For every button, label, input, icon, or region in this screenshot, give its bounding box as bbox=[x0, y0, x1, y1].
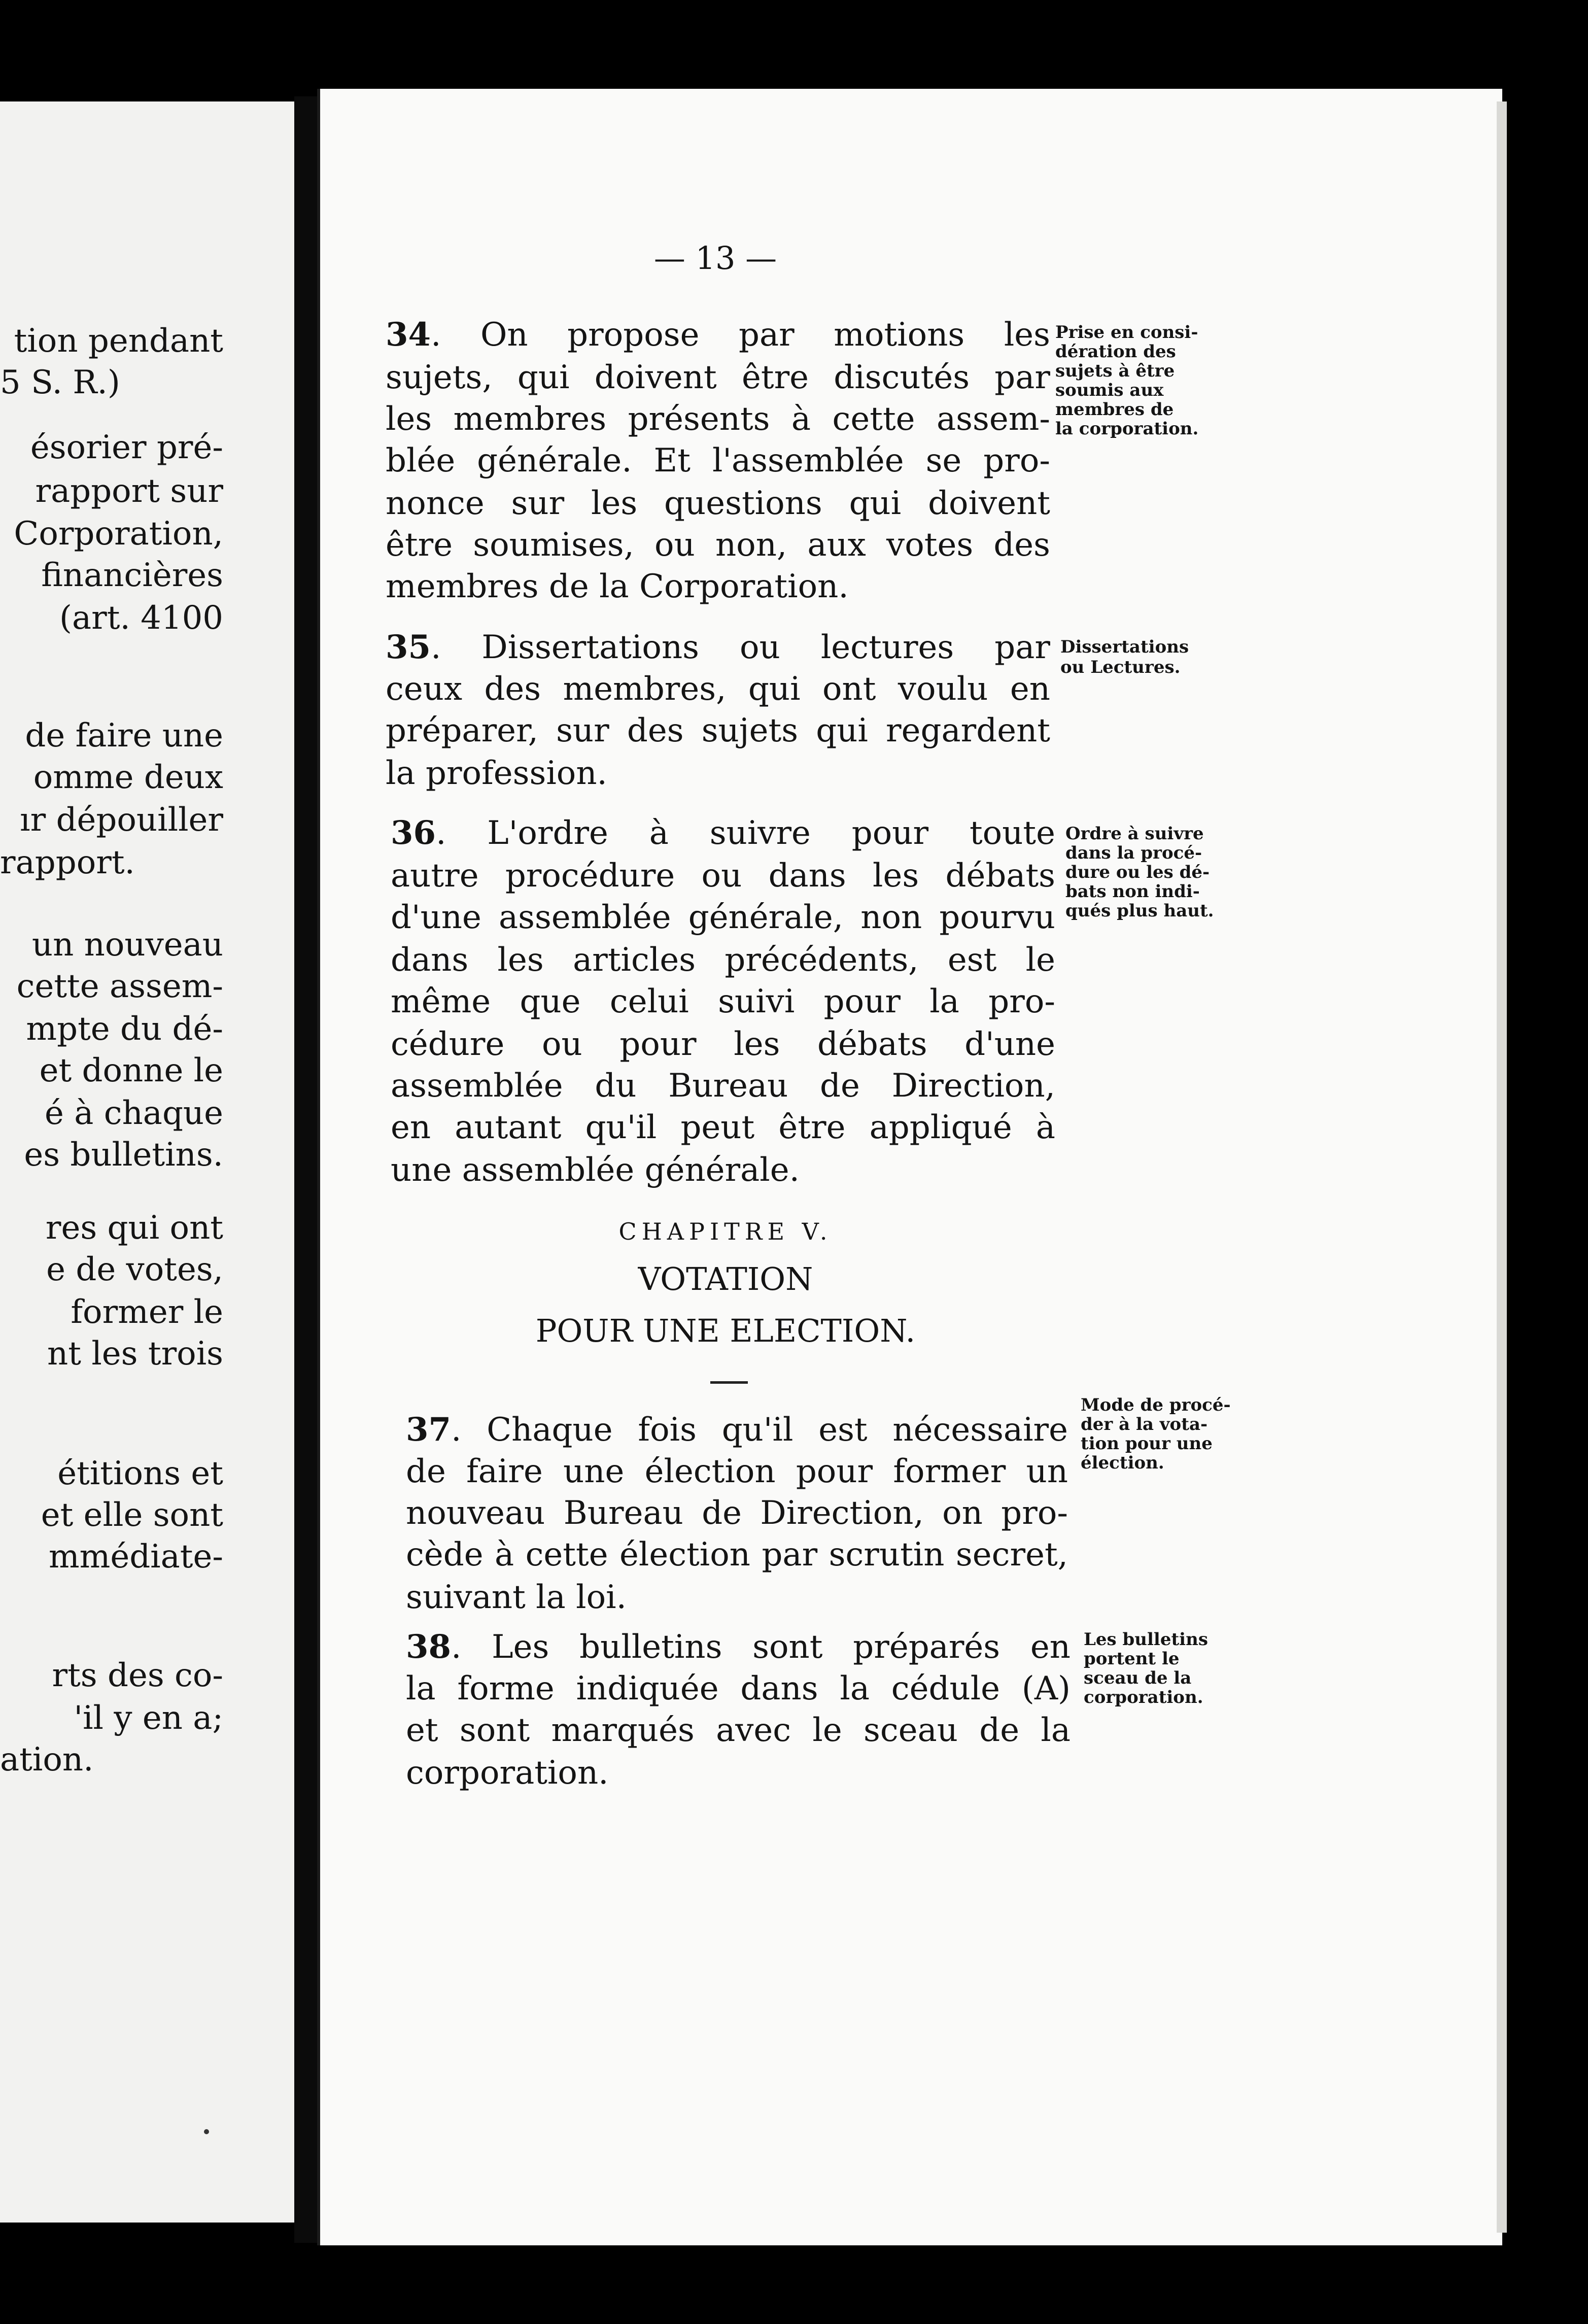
left-line: omme deux bbox=[33, 759, 223, 796]
article-line: d'une assemblée générale, non pourvu bbox=[391, 899, 1055, 936]
left-line: former le bbox=[71, 1293, 223, 1331]
article-number: 35 bbox=[386, 628, 431, 666]
ink-speck bbox=[204, 2129, 209, 2134]
left-line: de faire une bbox=[25, 717, 223, 755]
left-line: tion pendant bbox=[14, 322, 223, 360]
left-line: financières bbox=[41, 557, 223, 594]
page-number: — 13 — bbox=[653, 240, 777, 277]
article-line: assemblée du Bureau de Direction, bbox=[391, 1067, 1055, 1105]
chapter-title: VOTATION bbox=[638, 1260, 813, 1297]
article-line: cède à cette élection par scrutin secret, bbox=[406, 1536, 1068, 1574]
left-line: mpte du dé- bbox=[26, 1010, 223, 1048]
left-line: et donne le bbox=[39, 1052, 223, 1089]
article-line: nouveau Bureau de Direction, on pro- bbox=[406, 1494, 1068, 1532]
article-line: 37. Chaque fois qu'il est nécessaire bbox=[406, 1411, 1068, 1449]
left-line: étitions et bbox=[57, 1455, 223, 1492]
chapter-subtitle: POUR UNE ELECTION. bbox=[535, 1312, 916, 1349]
article-line: 36. L'ordre à suivre pour toute bbox=[391, 814, 1055, 852]
article-line: la profession. bbox=[386, 755, 607, 792]
article-line: 34. On propose par motions les bbox=[386, 316, 1050, 354]
left-line: 'il y en a; bbox=[74, 1699, 223, 1737]
article-line: 38. Les bulletins sont préparés en bbox=[406, 1628, 1071, 1666]
left-line: é à chaque bbox=[45, 1095, 223, 1132]
left-line: res qui ont bbox=[45, 1209, 223, 1247]
left-line: es bulletins. bbox=[24, 1136, 223, 1174]
article-line: préparer, sur des sujets qui regardent bbox=[386, 712, 1050, 749]
article-line: la forme indiquée dans la cédule (A) bbox=[406, 1670, 1071, 1707]
left-line: ır dépouiller bbox=[20, 801, 223, 839]
article-line: corporation. bbox=[406, 1754, 609, 1792]
article-line: suivant la loi. bbox=[406, 1579, 627, 1616]
left-line: rts des co- bbox=[52, 1657, 223, 1694]
left-line: Corporation, bbox=[14, 515, 223, 553]
left-line: rapport. bbox=[0, 844, 135, 881]
article-line: 35. Dissertations ou lectures par bbox=[386, 628, 1050, 666]
left-line: cette assem- bbox=[16, 968, 223, 1005]
article-line: nonce sur les questions qui doivent bbox=[386, 485, 1050, 522]
article-line: dans les articles précédents, est le bbox=[391, 941, 1055, 979]
article-line: de faire une élection pour former un bbox=[406, 1453, 1068, 1490]
article-number: 34 bbox=[386, 316, 431, 354]
article-number: 36 bbox=[391, 814, 436, 852]
left-line: (art. 4100 bbox=[59, 599, 223, 637]
left-line: e de votes, bbox=[46, 1251, 223, 1288]
page-edge bbox=[1497, 101, 1507, 2233]
article-line: une assemblée générale. bbox=[391, 1151, 800, 1189]
book-gutter bbox=[294, 96, 317, 2243]
left-line: 5 S. R.) bbox=[0, 364, 120, 401]
article-line: sujets, qui doivent être discutés par bbox=[386, 359, 1050, 396]
article-line: les membres présents à cette assem- bbox=[386, 400, 1050, 438]
article-number: 38 bbox=[406, 1628, 452, 1666]
left-line: rapport sur bbox=[35, 472, 223, 510]
chapter-label: CHAPITRE V. bbox=[618, 1218, 833, 1245]
left-line: un nouveau bbox=[31, 926, 223, 964]
article-line: blée générale. Et l'assemblée se pro- bbox=[386, 442, 1050, 480]
article-number: 37 bbox=[406, 1411, 452, 1449]
heading-rule bbox=[710, 1381, 748, 1384]
article-line: en autant qu'il peut être appliqué à bbox=[391, 1109, 1055, 1146]
article-line: autre procédure ou dans les débats bbox=[391, 857, 1055, 895]
article-line: même que celui suivi pour la pro- bbox=[391, 983, 1055, 1020]
left-line: et elle sont bbox=[41, 1496, 223, 1534]
article-line: membres de la Corporation. bbox=[386, 568, 849, 605]
article-line: cédure ou pour les débats d'une bbox=[391, 1026, 1055, 1063]
article-line: être soumises, ou non, aux votes des bbox=[386, 526, 1050, 564]
left-line: ation. bbox=[0, 1741, 94, 1779]
left-line: nt les trois bbox=[47, 1335, 223, 1373]
article-line: ceux des membres, qui ont voulu en bbox=[386, 670, 1050, 708]
article-line: et sont marqués avec le sceau de la bbox=[406, 1712, 1071, 1749]
left-line: ésorier pré- bbox=[30, 429, 223, 466]
scanned-book-spread: tion pendant 5 S. R.) ésorier pré- rapport sur Corporation, financières (art. 4100 de faire une omme deux ır dépouiller rapport. un nouveau cette assem- mpte du dé- et donne le é à chaque es bulletins. res qui ont e de votes, former le nt les trois étitions et et elle sont mmédiate- rts des co- 'il y en a; ation. — 13 — 34. On propose par motions les sujets, qui doivent être discutés par les membres présents à cette assem- blée générale. Et l'assemblée se pro- nonce sur les questions qui doivent être soumises, ou non, aux votes des membres de la Corporation. Prise en consi- dération des sujets à être soumis aux membres de la corporation. 35. Dissertations ou lectures par ceux des membres, qui ont voulu en préparer, sur des sujets qui regardent la profession. Dissertations ou Lectures. 36. L'ordre à suivre pour toute autre procédure ou dans les débats d'une assemblée générale, non pourvu dans les articles précédents, est le même que celui suivi pour la pro- cédure ou pour les débats d'une assemblée du Bureau de Direction, en autant qu'il peut être appliqué à une assemblée générale. Ordre à suivre dans la procé- dure ou les dé- bats non indi- qués plus haut. CHAPITRE V. VOTATION POUR UNE ELECTION. 37. Chaque fois qu'il est nécessaire de faire une élection pour former un nouveau Bureau de Direction, on pro- cède à cette élection par scrutin secret, suivant la loi. Mode de procé- der à la vota- tion pour une élection. 38. Les bulletins sont préparés en la forme indiquée dans la cédule (A) et sont marqués avec le sceau de la corporation. Les bulletins portent le sceau de la corporation. bbox=[0, 0, 1588, 2324]
left-line: mmédiate- bbox=[48, 1538, 223, 1576]
